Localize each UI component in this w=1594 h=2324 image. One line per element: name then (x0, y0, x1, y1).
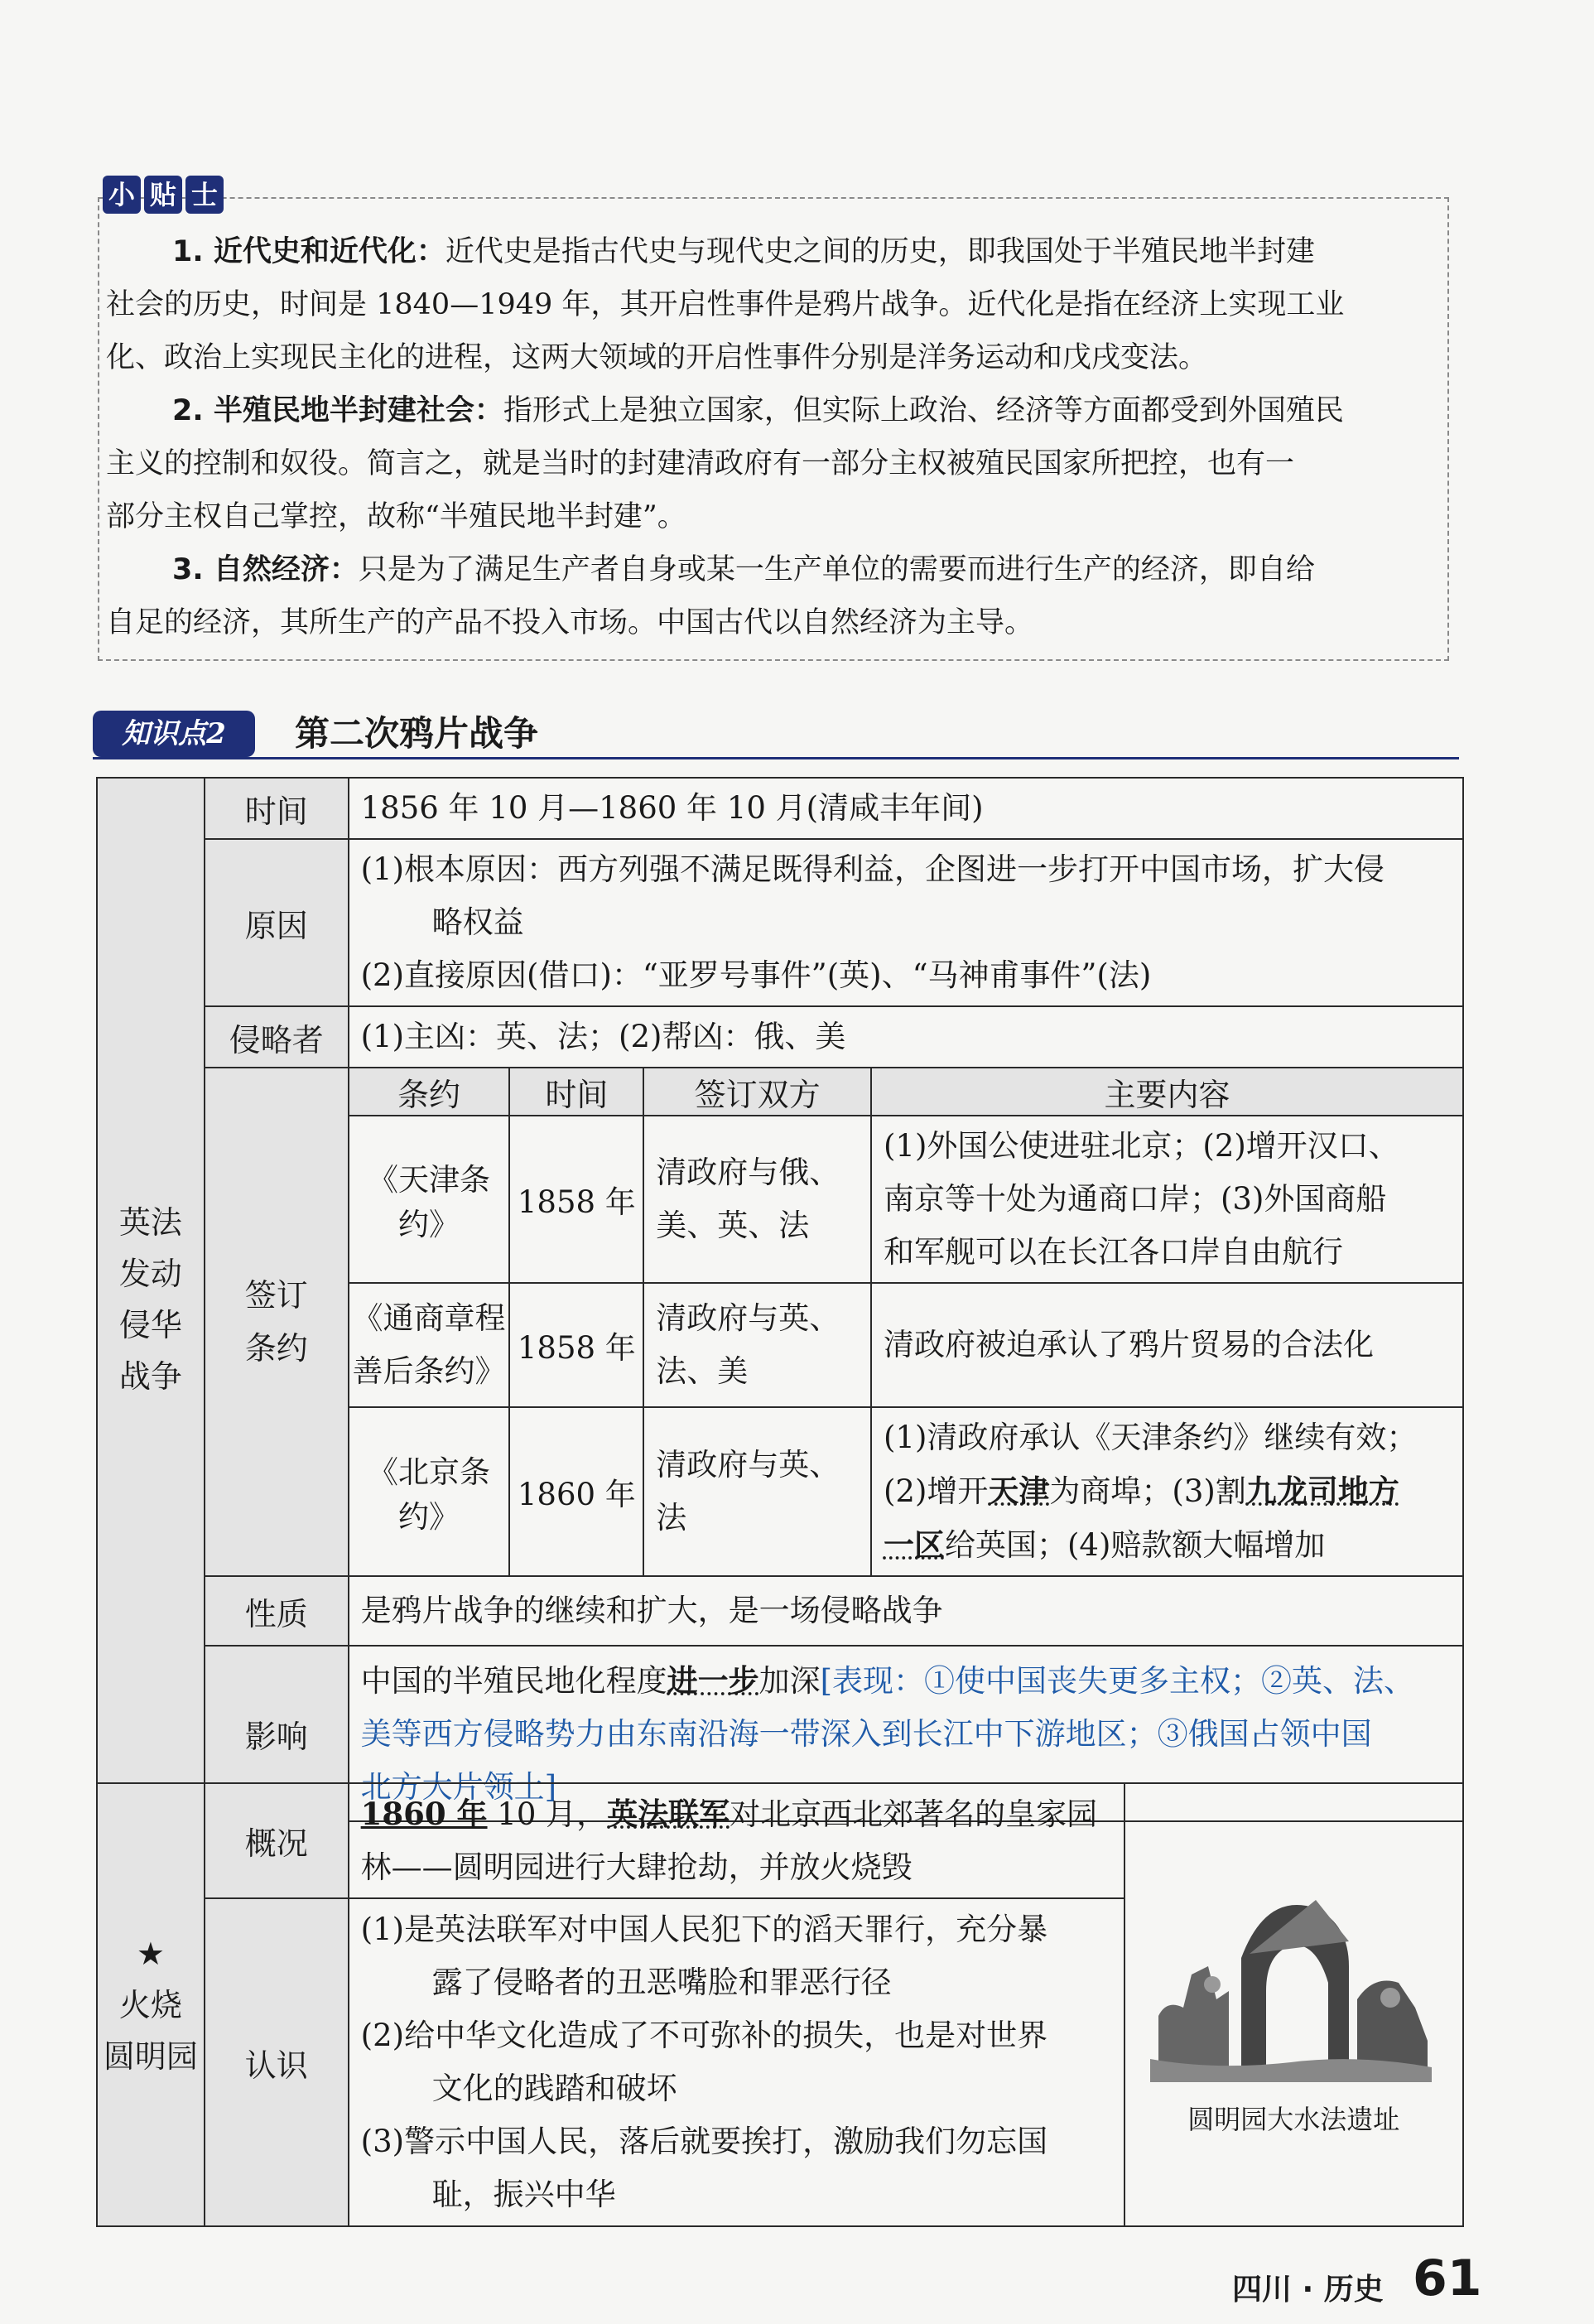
tip-line: 自足的经济，其所生产的产品不投入市场。中国古代以自然经济为主导。 (106, 606, 1034, 639)
tip-badge-char: 士 (185, 176, 224, 214)
knowledge-point-badge: 知识点2 (93, 711, 255, 757)
treaty-name: 《北京条约》 (349, 1407, 510, 1576)
col-header-content: 主要内容 (871, 1068, 1463, 1116)
row-label-overview: 概况 (205, 1783, 349, 1898)
photo-cell (1124, 1783, 1463, 2226)
star-icon: ★ (136, 1935, 165, 1972)
treaty-name: 《通商章程 善后条约》 (349, 1283, 510, 1407)
page-number: 61 (1413, 2249, 1482, 2307)
row-label-cause: 原因 (205, 839, 349, 1006)
side-label-war: 英法 发动 侵华 战争 (97, 778, 205, 1821)
treaty-parties: 清政府与英、 法、美 (643, 1283, 871, 1407)
treaty-name: 《天津条约》 (349, 1116, 510, 1283)
nature-value: 是鸦片战争的继续和扩大，是一场侵略战争 (349, 1576, 1463, 1646)
row-label-treaty: 签订 条约 (205, 1068, 349, 1576)
impact-value: 中国的半殖民地化程度进一步加深[表现：①使中国丧失更多主权；②英、法、 美等西方侵略势力由东南沿海一带深入到长江中下游地区；③俄国占领中国 北方大片领土] (349, 1646, 1463, 1821)
row-label-time: 时间 (205, 778, 349, 839)
tip-line: 部分主权自己掌控，故称“半殖民地半封建”。 (106, 500, 686, 533)
yuanmingyuan-table (96, 1782, 1464, 2227)
tip-line: 主义的控制和奴役。简言之，就是当时的封建清政府有一部分主权被殖民国家所把控，也有一 (106, 447, 1295, 480)
time-value: 1856 年 10 月—1860 年 10 月(清咸丰年间) (349, 778, 1463, 839)
treaty-parties: 清政府与俄、 美、英、法 (643, 1116, 871, 1283)
row-label-impact: 影响 (205, 1646, 349, 1821)
row-label-nature: 性质 (205, 1576, 349, 1646)
row-label-view: 认识 (205, 1898, 349, 2226)
tip-item-1: 1. 近代史和近代化：近代史是指古代史与现代史之间的历史，即我国处于半殖民地半封建 (172, 235, 1315, 268)
title-rule (93, 757, 1459, 759)
treaty-content: (1)外国公使进驻北京；(2)增开汉口、 南京等十处为通商口岸；(3)外国商船 和军舰可以在长江各口岸自由航行 (871, 1116, 1463, 1283)
ruins-photo (1150, 1875, 1432, 2090)
photo-caption: 圆明园大水法遗址 (1187, 2104, 1400, 2135)
side-label-yuanmingyuan: ★ 火烧 圆明园 (97, 1783, 205, 2226)
war-summary-table (96, 777, 1464, 1822)
treaty-year: 1858 年 (509, 1116, 643, 1283)
treaty-parties: 清政府与英、法 (643, 1407, 871, 1576)
tip-item-3: 3. 自然经济：只是为了满足生产者自身或某一生产单位的需要而进行生产的经济，即自给 (172, 553, 1315, 586)
footer-subject: 四川 · 历史 (1232, 2273, 1384, 2307)
tip-line: 化、政治上实现民主化的进程，这两大领域的开启性事件分别是洋务运动和戊戌变法。 (106, 341, 1208, 374)
treaty-content: 清政府被迫承认了鸦片贸易的合法化 (871, 1283, 1463, 1407)
col-header-treaty: 条约 (349, 1068, 510, 1116)
tip-item-2: 2. 半殖民地半封建社会：指形式上是独立国家，但实际上政治、经济等方面都受到外国殖民 (172, 394, 1344, 427)
cause-value: (1)根本原因：西方列强不满足既得利益，企图进一步打开中国市场，扩大侵 略权益 (2)直接原因(借口)：“亚罗号事件”(英)、“马神甫事件”(法) (349, 839, 1463, 1006)
tip-badge-char: 贴 (144, 176, 182, 214)
tip-badge (103, 176, 224, 215)
invader-value: (1)主凶：英、法；(2)帮凶：俄、美 (349, 1006, 1463, 1068)
tip-line: 社会的历史，时间是 1840—1949 年，其开启性事件是鸦片战争。近代化是指在经济上实现工业 (106, 288, 1345, 321)
treaty-content: (1)清政府承认《天津条约》继续有效； (2)增开天津为商埠；(3)割九龙司地方 一区给英国；(4)赔款额大幅增加 (871, 1407, 1463, 1576)
view-value: (1)是英法联军对中国人民犯下的滔天罪行，充分暴 露了侵略者的丑恶嘴脸和罪恶行径 (2)给中华文化造成了不可弥补的损失，也是对世界 文化的践踏和破坏 (3)警示中国人民，落后就要挨打，激励我们勿忘国 耻，振兴中华 (349, 1898, 1124, 2226)
overview-value: 1860 年 10 月，英法联军对北京西北郊著名的皇家园 林——圆明园进行大肆抢劫，并放火烧毁 (349, 1783, 1124, 1898)
knowledge-point-title: 第二次鸦片战争 (295, 713, 539, 754)
treaty-year: 1860 年 (509, 1407, 643, 1576)
col-header-parties: 签订双方 (643, 1068, 871, 1116)
treaty-year: 1858 年 (509, 1283, 643, 1407)
row-label-invader: 侵略者 (205, 1006, 349, 1068)
tip-badge-char: 小 (103, 176, 141, 214)
col-header-time: 时间 (509, 1068, 643, 1116)
